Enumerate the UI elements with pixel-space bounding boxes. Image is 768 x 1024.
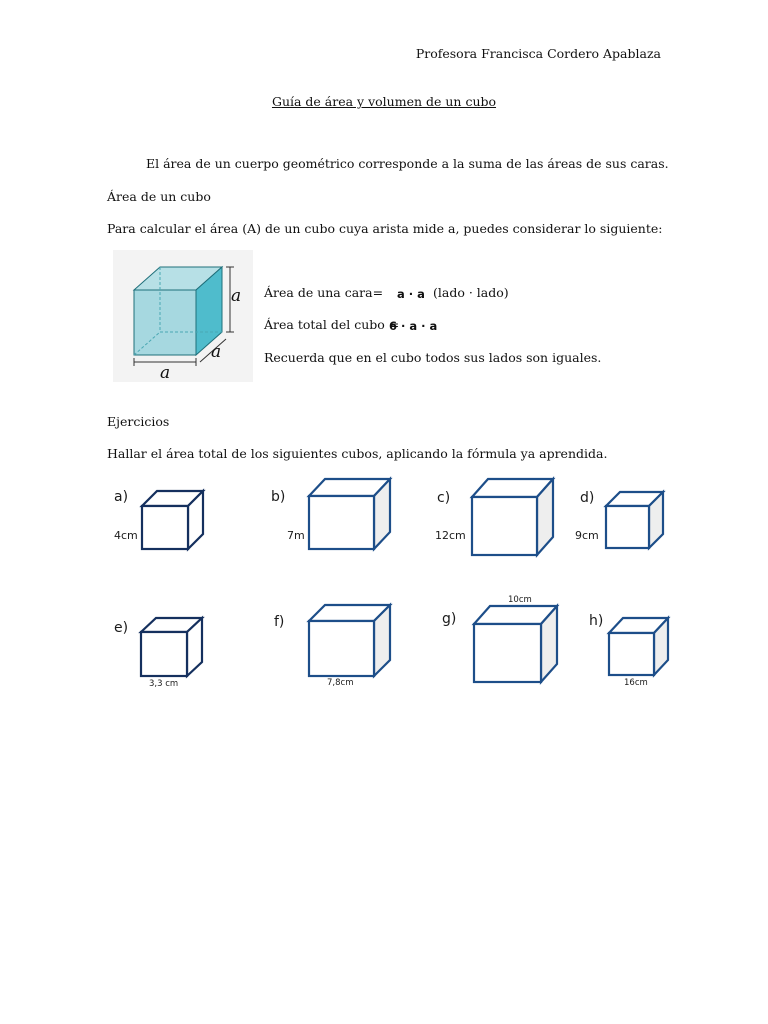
exercise-letter: b) [271, 489, 286, 505]
total-area-formula: 6 · a · a [389, 319, 438, 333]
exercise-letter: d) [580, 490, 595, 506]
exercise-measure: 3,3 cm [149, 679, 179, 689]
total-area-label: Área total del cubo = [264, 317, 400, 332]
exercise-cube-c [472, 479, 553, 555]
author-name: Profesora Francisca Cordero Apablaza [415, 46, 661, 61]
section-heading-exercises: Ejercicios [107, 414, 170, 429]
exercise-letter: g) [442, 611, 457, 627]
edge-label-width: a [160, 363, 171, 383]
face-area-label: Área de una cara= [264, 285, 384, 300]
exercise-cube-g [474, 606, 557, 682]
intro-paragraph: El área de un cuerpo geométrico corresponde a la suma de las áreas de sus caras. [146, 156, 669, 171]
exercise-cube-e [141, 618, 202, 676]
exercise-cube-d [606, 492, 663, 548]
exercise-measure: 7,8cm [327, 678, 354, 688]
page-title: Guía de área y volumen de un cubo [271, 94, 497, 109]
exercise-letter: h) [589, 613, 604, 629]
exercise-letter: e) [114, 620, 129, 636]
reminder-text: Recuerda que en el cubo todos sus lados son iguales. [264, 350, 602, 365]
exercise-measure: 10cm [508, 595, 532, 605]
section-heading-area: Área de un cubo [107, 189, 211, 204]
face-area-formula: a · a [397, 287, 425, 301]
edge-label-depth: a [211, 342, 222, 362]
exercise-measure: 9cm [575, 529, 599, 542]
exercise-measure: 12cm [435, 529, 466, 542]
edge-label-height: a [231, 286, 242, 306]
exercise-measure: 16cm [624, 678, 648, 688]
calc-instruction: Para calcular el área (A) de un cubo cuya arista mide a, puedes considerar lo siguiente: [107, 221, 663, 236]
exercise-cube-f [309, 605, 390, 676]
exercise-cube-h [609, 618, 668, 675]
exercise-letter: a) [114, 489, 129, 505]
exercise-cube-a [142, 491, 203, 549]
exercise-instruction: Hallar el área total de los siguientes cubos, aplicando la fórmula ya aprendida. [107, 446, 608, 461]
exercise-cube-b [309, 479, 390, 549]
exercise-measure: 4cm [114, 529, 138, 542]
exercise-letter: f) [274, 614, 285, 630]
exercise-letter: c) [437, 490, 451, 506]
exercise-measure: 7m [287, 529, 305, 542]
face-area-note: (lado · lado) [433, 285, 509, 300]
